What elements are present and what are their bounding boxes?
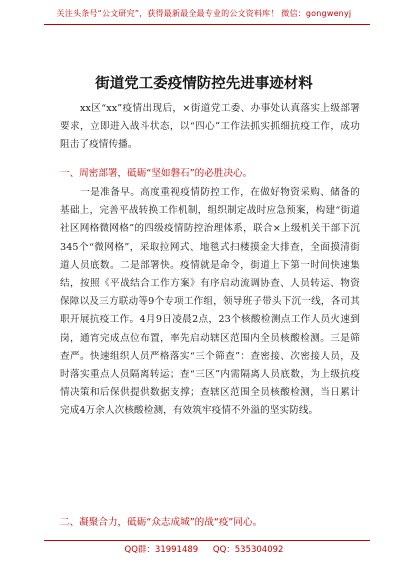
section-1-body (60, 184, 360, 421)
intro-paragraph (60, 100, 360, 155)
intro-text: xx区“xx”疫情出现后，×街道党工委、办事处认真落实上级部署要求，立即进入战斗状态，以“四心”工作法抓实抓细抗疫工作，成功阻击了疫情传播。 (60, 103, 360, 151)
section-heading-2: 二、凝聚合力，砥砺“众志成城”的战“疫”同心。 (60, 517, 263, 528)
section-heading-1: 一、周密部署，砥砺“坚如磐石”的必胜决心。 (60, 168, 253, 179)
document-title: 街道党工委疫情防控先进事迹材料 (95, 76, 313, 92)
footer-qq-group: QQ群：31991489 (124, 545, 199, 555)
header-divider (44, 24, 370, 25)
section-1-text: 一是准备早。高度重视疫情防控工作，在做好物资采购、储备的基础上，完善平战转换工作机制，组织制定战时应急预案，构建“街道社区网格微网格”的四级疫情防控治理体系，联合×上级机关干部下沉345个“微网格”，采取拉网式、地毯式扫楼摸金大排查，全面摸清街道人员底数。二是部署快。疫情就是命令，街道上下第一时间快速集结，按照《平战结合工作方案》有序启动流调协查、人员转运、物资保障以及三方联动等9个专项工作组，领导班子带头下沉一线，各司其职开展抗疫工作。4月9日凌晨2点，23个核酸检测点工作人员火速到岗，通宵完成点位布置，率先启动辖区范围内全员核酸检测。三是筛查严。快速组织人员严格落实“三个筛查”：查密接、次密接人员，及时落实重点人员隔离转运；查“三区”内需隔离人员底数，为上级抗疫情决策和后保供提供数据支撑；查辖区范围全员核酸检测，当日累计完成4万余人次核酸检测，有效筑牢疫情不外溢的坚实防线。 (60, 187, 360, 417)
page-footer (0, 543, 408, 555)
footer-qq: QQ：535304092 (212, 545, 284, 555)
footer-divider (44, 540, 370, 541)
page-header-banner: 关注头条号“公文研究”，获得最新最全最专业的公文资料库！ 微信：gongwenyj (56, 9, 352, 18)
